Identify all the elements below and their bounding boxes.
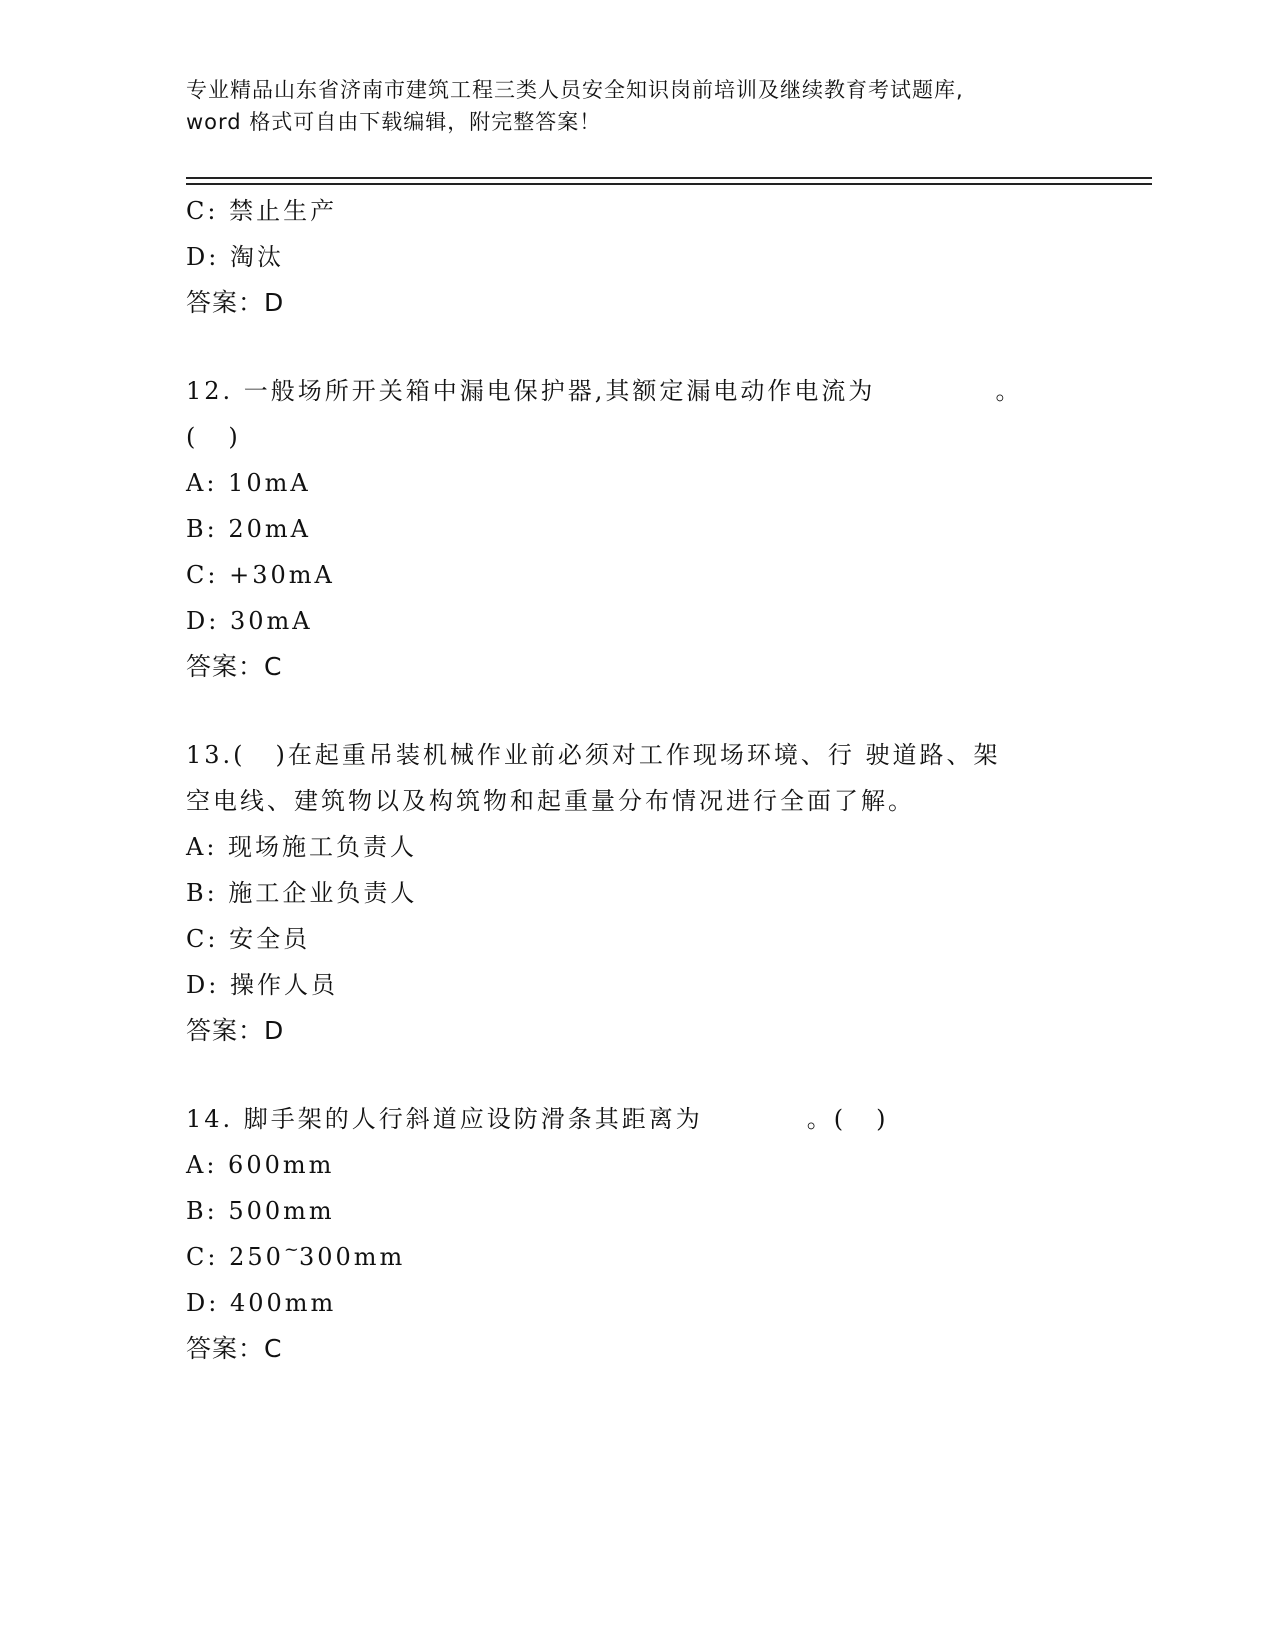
question-13 bbox=[186, 732, 1086, 1054]
option-d: D: 淘汰 bbox=[186, 243, 284, 271]
question-stem-text: 12. 一般场所开关箱中漏电保护器,其额定漏电动作电流为 bbox=[186, 377, 876, 405]
option-c bbox=[186, 1234, 1086, 1280]
answer-line: 答案：D bbox=[186, 1016, 285, 1045]
question-14 bbox=[186, 1096, 1086, 1372]
page-header bbox=[186, 74, 1086, 138]
question-stem bbox=[186, 732, 1086, 778]
question-stem-end: 。( bbox=[806, 1105, 847, 1133]
option-c: C: 禁止生产 bbox=[186, 197, 338, 225]
answer-line: 答案：C bbox=[186, 1334, 283, 1363]
question-stem-line2: 空电线、建筑物以及构筑物和起重量分布情况进行全面了解。 bbox=[186, 787, 915, 815]
spacer bbox=[186, 690, 1086, 732]
option-c-start: C: 250 bbox=[186, 1243, 284, 1271]
option-b: B: 施工企业负责人 bbox=[186, 879, 418, 907]
question-stem-text: 14. 脚手架的人行斜道应设防滑条其距离为 bbox=[186, 1105, 703, 1133]
question-list bbox=[186, 188, 1086, 1372]
option-c-end: 300mm bbox=[298, 1243, 406, 1271]
answer-parentheses bbox=[186, 414, 1086, 460]
option-a: A: 10mA bbox=[186, 469, 311, 497]
question-stem-start: 13.( bbox=[186, 741, 246, 769]
question-stem-end: 。 bbox=[995, 377, 1023, 405]
paren-open: ( bbox=[186, 423, 199, 451]
range-tilde: ~ bbox=[283, 1239, 299, 1260]
option-a: A: 600mm bbox=[186, 1151, 335, 1179]
option-c: C: 安全员 bbox=[186, 925, 311, 953]
option-c: C: +30mA bbox=[186, 561, 335, 589]
header-divider-bottom bbox=[186, 183, 1152, 185]
question-stem-text: )在起重吊装机械作业前必须对工作现场环境、行 驶道路、架 bbox=[275, 741, 1001, 769]
option-a: A: 现场施工负责人 bbox=[186, 833, 418, 861]
spacer bbox=[186, 1054, 1086, 1096]
option-d: D: 操作人员 bbox=[186, 971, 338, 999]
question-11-tail bbox=[186, 188, 1086, 326]
option-b: B: 20mA bbox=[186, 515, 311, 543]
option-d: D: 400mm bbox=[186, 1289, 337, 1317]
question-stem bbox=[186, 1096, 1086, 1142]
question-12 bbox=[186, 368, 1086, 690]
option-b: B: 500mm bbox=[186, 1197, 335, 1225]
paren-close: ) bbox=[876, 1105, 889, 1133]
spacer bbox=[186, 326, 1086, 368]
question-stem bbox=[186, 368, 1086, 414]
header-title-line1: 专业精品山东省济南市建筑工程三类人员安全知识岗前培训及继续教育考试题库, bbox=[186, 78, 964, 102]
option-d: D: 30mA bbox=[186, 607, 313, 635]
header-divider-top bbox=[186, 177, 1152, 179]
answer-line: 答案：D bbox=[186, 288, 285, 317]
answer-line: 答案：C bbox=[186, 652, 283, 681]
header-title-line2: word 格式可自由下载编辑，附完整答案！ bbox=[186, 110, 602, 134]
paren-close: ) bbox=[228, 423, 241, 451]
